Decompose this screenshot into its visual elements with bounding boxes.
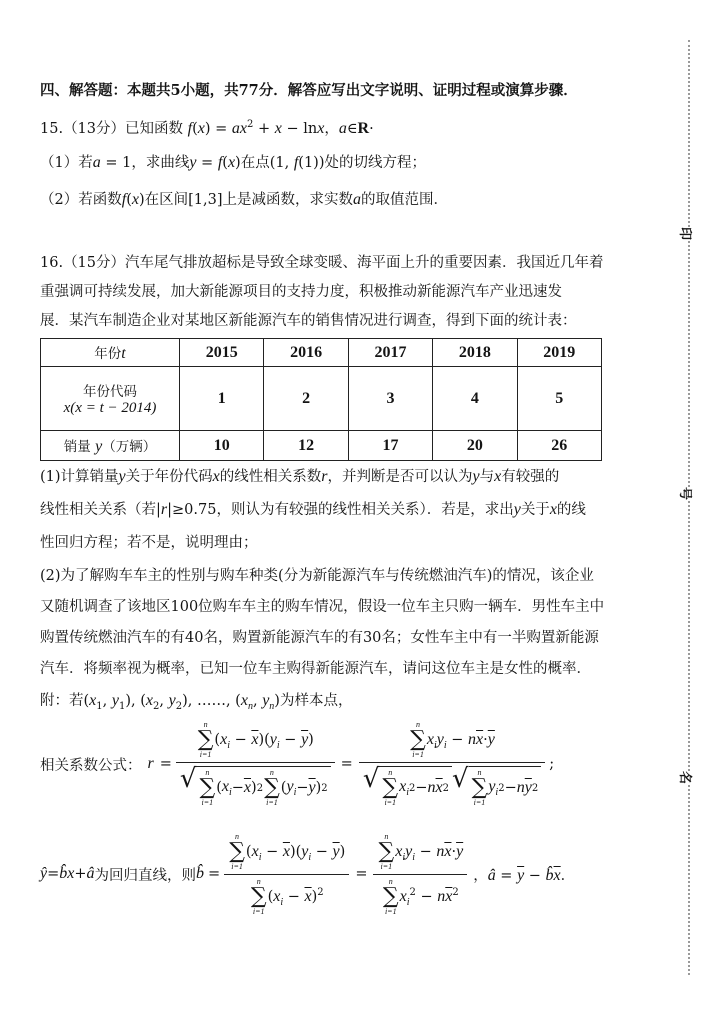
cell-code: 2 [264, 367, 348, 431]
cell-year: 2018 [433, 339, 517, 367]
q16-part1-line2: 线性相关关系（若|r|≥0.75，则认为有较强的线性相关关系）．若是，求出y关于x的线 [40, 501, 586, 518]
margin-mark-1: 印 [675, 227, 698, 240]
margin-mark-2: 号 [675, 487, 698, 500]
q15-stem: 15.（13分）已知函数 $f(x) = ax^2 + x - \ln x$，a∈R· [40, 119, 374, 137]
cell-code: 4 [433, 367, 517, 431]
section-header: 四、解答题：本题共5小题，共77分．解答应写出文字说明、证明过程或演算步骤． [40, 82, 578, 99]
q16-intro-2: 重强调可持续发展，加大新能源项目的支持力度，积极推动新能源汽车产业迅速发 [40, 284, 562, 300]
q16-intro-3: 展．某汽车制造企业对某地区新能源汽车的销售情况进行调查，得到下面的统计表： [40, 313, 577, 329]
row-header-year: 年份t [41, 339, 180, 367]
cell-code: 3 [348, 367, 432, 431]
corr-label: 相关系数公式： [40, 757, 142, 774]
appendix-line: 附：若($x_1$, $y_1$), ($x_2$, $y_2$), ……, ($x_n$, $y_n$)为样本点， [40, 692, 353, 713]
binding-margin-line [688, 40, 690, 975]
cell-year: 2016 [264, 339, 348, 367]
cell-sales: 17 [348, 431, 432, 461]
cell-code: 5 [517, 367, 601, 431]
reg-label: 为回归直线，则 [94, 867, 197, 884]
q16-part2-line4: 汽车．将频率视为概率，已知一位车主购得新能源汽车，请问这位车主是女性的概率． [40, 661, 591, 677]
cell-sales: 20 [433, 431, 517, 461]
cell-year: 2015 [180, 339, 264, 367]
table-row-year [41, 339, 602, 367]
q16-part2-line3: 购置传统燃油汽车的有40名，购置新能源汽车的有30名；女性车主中有一半购置新能源 [40, 630, 599, 646]
table-row-code [41, 367, 602, 431]
q16-part2-line2: 又随机调查了该地区100位购车车主的购车情况，假设一位车主只购一辆车．男性车主中 [40, 599, 605, 615]
cell-sales: 12 [264, 431, 348, 461]
row-header-code: 年份代码 x(x = t − 2014) [41, 367, 180, 431]
q15-part1: （1）若a = 1，求曲线y = f(x)在点(1, f(1))处的切线方程； [40, 154, 426, 171]
row-header-sales: 销量 y（万辆） [41, 431, 180, 461]
cell-code: 1 [180, 367, 264, 431]
q16-part2-line1: (2)为了解购车车主的性别与购车种类(分为新能源汽车与传统燃油汽车)的情况，该企业 [40, 568, 594, 584]
cell-sales: 10 [180, 431, 264, 461]
sales-stat-table [40, 338, 602, 461]
q16-part1-line1: (1)计算销量y关于年份代码x的线性相关系数r，并判断是否可以认为y与x有较强的 [40, 468, 560, 485]
correlation-formula: 相关系数公式： r = n ∑ i=1 $(x_i - \overline{x})(y_i - \overline{y})$ √ n ∑ i=1 ( $x_i$ − $\overline{x}$ ) 2 n ∑ i=1 ( $y_i$ − $\overline{y}$ ) 2 = n ∑ i=1 $x_iy_i - n\overline{x}\cdot\overline{y}$ √ n ∑ i=1 $x_i$ 2 − n $\overline{x}$ 2 √ n ∑ i=1 $y_i$ 2 − n $\overline{y}$ 2 ; [40, 720, 555, 807]
cell-year: 2017 [348, 339, 432, 367]
regression-formula: ŷ = b̂x + â 为回归直线，则 b̂ = n ∑ i=1 $(x_i - \overline{x})(y_i - \overline{y})$ n ∑ i=1 $(x_i - \overline{x})^2$ = n ∑ i=1 $x_iy_i - n\overline{x}\cdot\overline{y}$ n ∑ i=1 $x_i^2 - n\overline{x}^2$ ，â = $\overline{y}$ − $b̂\overline{x}$． [40, 831, 576, 916]
margin-mark-3: 名 [675, 771, 698, 784]
q15-part2: （2）若函数f(x)在区间[1,3]上是减函数，求实数a的取值范围． [40, 191, 449, 208]
q16-intro-1: 16.（15分）汽车尾气排放超标是导致全球变暖、海平面上升的重要因素．我国近几年着 [40, 255, 604, 271]
cell-sales: 26 [517, 431, 601, 461]
q16-part1-line3: 性回归方程；若不是，说明理由； [40, 535, 258, 551]
table-row-sales [41, 431, 602, 461]
cell-year: 2019 [517, 339, 601, 367]
